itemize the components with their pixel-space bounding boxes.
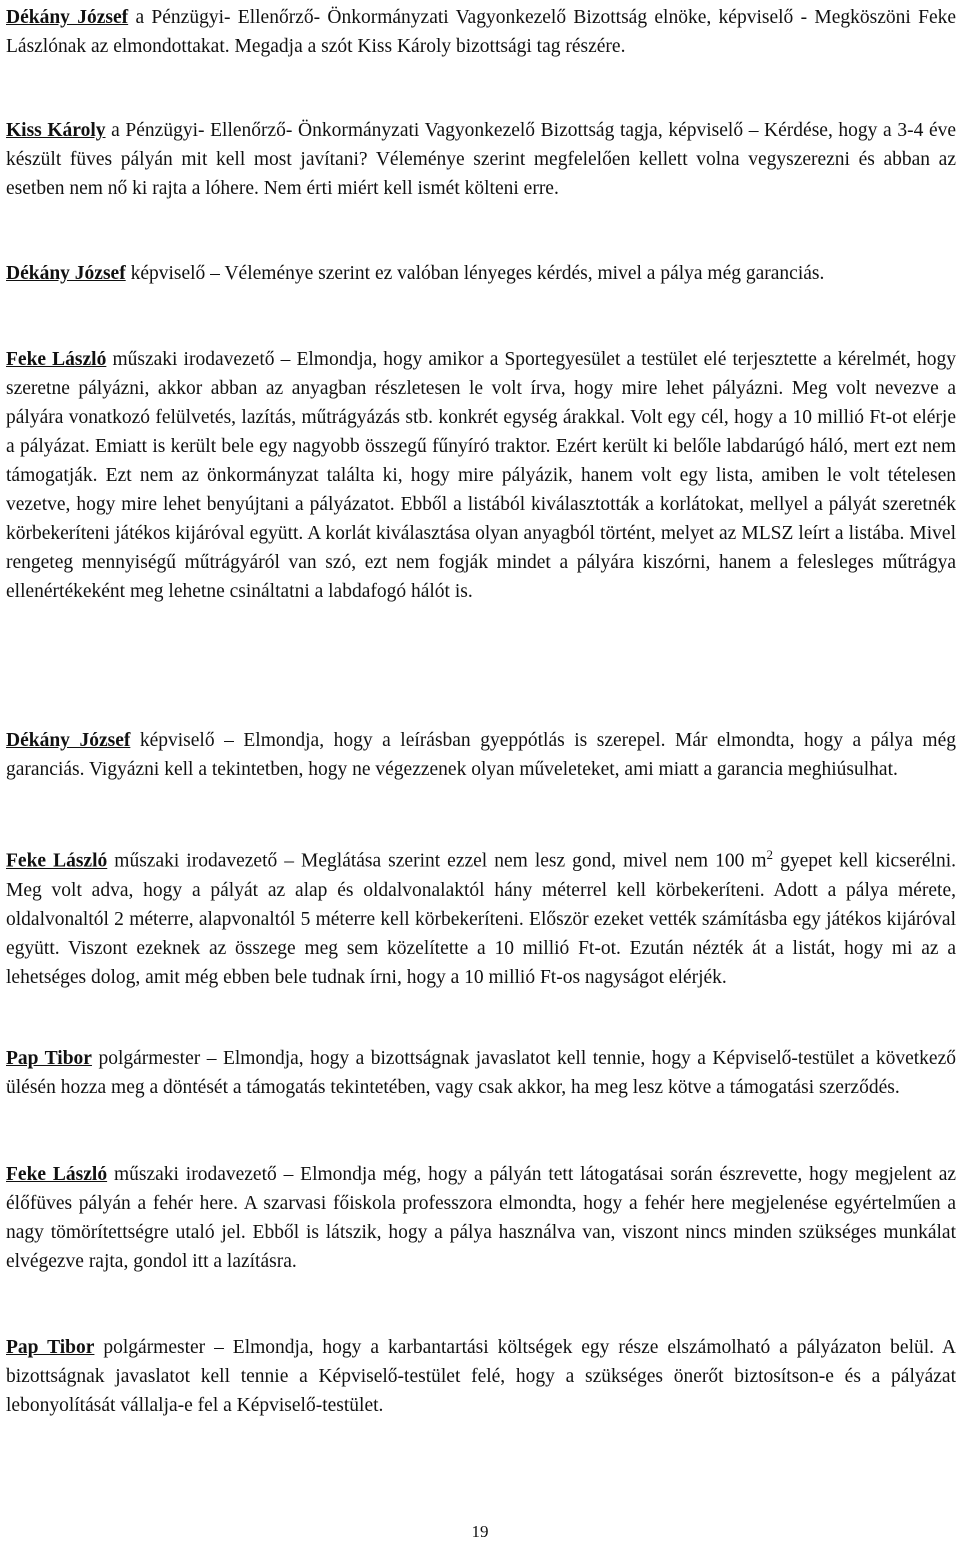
paragraph-9 [6, 1333, 956, 1420]
paragraph-text: képviselő – Véleménye szerint ez valóban lényeges kérdés, mivel a pálya még garanciás. [125, 263, 825, 284]
speaker-name: Dékány József [6, 263, 126, 284]
paragraph-text: műszaki irodavezető – Elmondja még, hogy a pályán tett látogatásai során észrevette, hogy megjelent az élőfüves pályán a fehér here. A szarvasi főiskola professzora elmondta, hogy a fehér here megjelenése egyértelműen a nagy tömörítettségre utaló jel. Ebből is látszik, hogy a pálya használva van, viszont nincs minden szükséges munkálat elvégezve rajta, gondol itt a lazításra. [6, 1164, 957, 1272]
paragraph-5 [6, 726, 956, 784]
page-number: 19 [471, 1522, 489, 1541]
speaker-name: Pap Tibor [6, 1337, 95, 1358]
paragraph-text-before: műszaki irodavezető – Meglátása szerint ezzel nem lesz gond, mivel nem 100 m [107, 850, 767, 872]
paragraph-8 [6, 1160, 956, 1276]
paragraph-6 [6, 840, 956, 992]
paragraph-text: a Pénzügyi- Ellenőrző- Önkormányzati Vagyonkezelő Bizottság tagja, képviselő – Kérdése, hogy a 3-4 éve készült füves pályán mit kell most javítani? Véleménye szerint megfelelően kellett volna vegyszerezni és abban az esetben nem nő ki rajta a lóhere. Nem érti miért kell ismét költeni erre. [6, 120, 957, 199]
paragraph-text: a Pénzügyi- Ellenőrző- Önkormányzati Vagyonkezelő Bizottság elnöke, képviselő - Megköszöni Feke Lászlónak az elmondottakat. Megadja a szót Kiss Károly bizottsági tag részére. [6, 7, 957, 57]
paragraph-1 [6, 3, 956, 61]
speaker-name: Feke László [6, 349, 107, 370]
speaker-name: Kiss Károly [6, 120, 106, 141]
speaker-name: Pap Tibor [6, 1048, 92, 1069]
speaker-name: Dékány József [6, 730, 131, 751]
paragraph-4 [6, 345, 956, 606]
paragraph-text: polgármester – Elmondja, hogy a bizottságnak javaslatot kell tennie, hogy a Képviselő-testület a következő ülésén hozza meg a döntését a támogatás tekintetében, vagy csak akkor, ha meg lesz kötve a támogatási szerződés. [6, 1048, 956, 1098]
paragraph-text: polgármester – Elmondja, hogy a karbantartási költségek egy része elszámolható a pályázaton belül. A bizottságnak javaslatot kell tennie a Képviselő-testület felé, hogy a szükséges önerőt biztosítson-e és a pályázat lebonyolítását vállalja-e fel a Képviselő-testület. [6, 1337, 956, 1416]
speaker-name: Dékány József [6, 7, 129, 28]
paragraph-text: műszaki irodavezető – Elmondja, hogy amikor a Sportegyesület a testület elé terjesztette a kérelmét, hogy szeretne pályázni, akkor abban az anyagban részletesen le volt írva, hogy mire lehet pályázni. Meg volt nevezve a pályára vonatkozó felülvetés, lazítás, műtrágyázás stb. konkrét egység árakkal. Volt egy cél, hogy a 10 millió Ft-ot elérje a pályázat. Emiatt is került bele egy nagyobb összegű fűnyíró traktor. Ezért került ki belőle labdarúgó háló, mert ezt nem támogatják. Ezt nem az önkormányzat találta ki, hogy mire pályázik, hanem volt egy lista, amiben le volt tételesen vezetve, hogy mire lehet benyújtani a pályázatot. Ebből a listából kiválasztották a korlátokat, mellyel a pályát szeretnék körbekeríteni játékos kijáróval együtt. A korlát kiválasztása olyan anyagból történt, melyet az MLSZ leírt a listába. Mivel rengeteg mennyiségű műtrágyáról van szó, ezt nem fogják mindet a pályára kiszórni, hanem a felesleges műtrágya ellenértékeként meg lehetne csináltatni a labdafogó hálót is. [6, 349, 956, 602]
speaker-name: Feke László [6, 850, 108, 872]
paragraph-2 [6, 116, 956, 203]
superscript: 2 [766, 847, 774, 862]
paragraph-3 [6, 259, 956, 288]
paragraph-7 [6, 1044, 956, 1102]
paragraph-text: képviselő – Elmondja, hogy a leírásban gyeppótlás is szerepel. Már elmondta, hogy a pálya még garanciás. Vigyázni kell a tekintetben, hogy ne végezzenek olyan műveleteket, ami miatt a garancia meghiúsulhat. [6, 730, 956, 780]
paragraph-text: gyepet kell kicserélni. Meg volt adva, hogy a pályát az alap és oldalvonalaktól hány méterrel kell körbekeríteni. Adott a pálya mérete, oldalvonaltól 2 méterre, alapvonaltól 5 méterre kell körbekeríteni. Először ezeket vették számításba egy játékos kijáróval együtt. Viszont ezeknek az összege meg sem közelítette a 10 millió Ft-ot. Ezután nézték át a listát, hogy mi az a lehetséges dolog, amit még ebben bele tudnak írni, hogy a 10 millió Ft-os nagyságot elérjék. [6, 850, 957, 988]
speaker-name: Feke László [6, 1164, 108, 1185]
